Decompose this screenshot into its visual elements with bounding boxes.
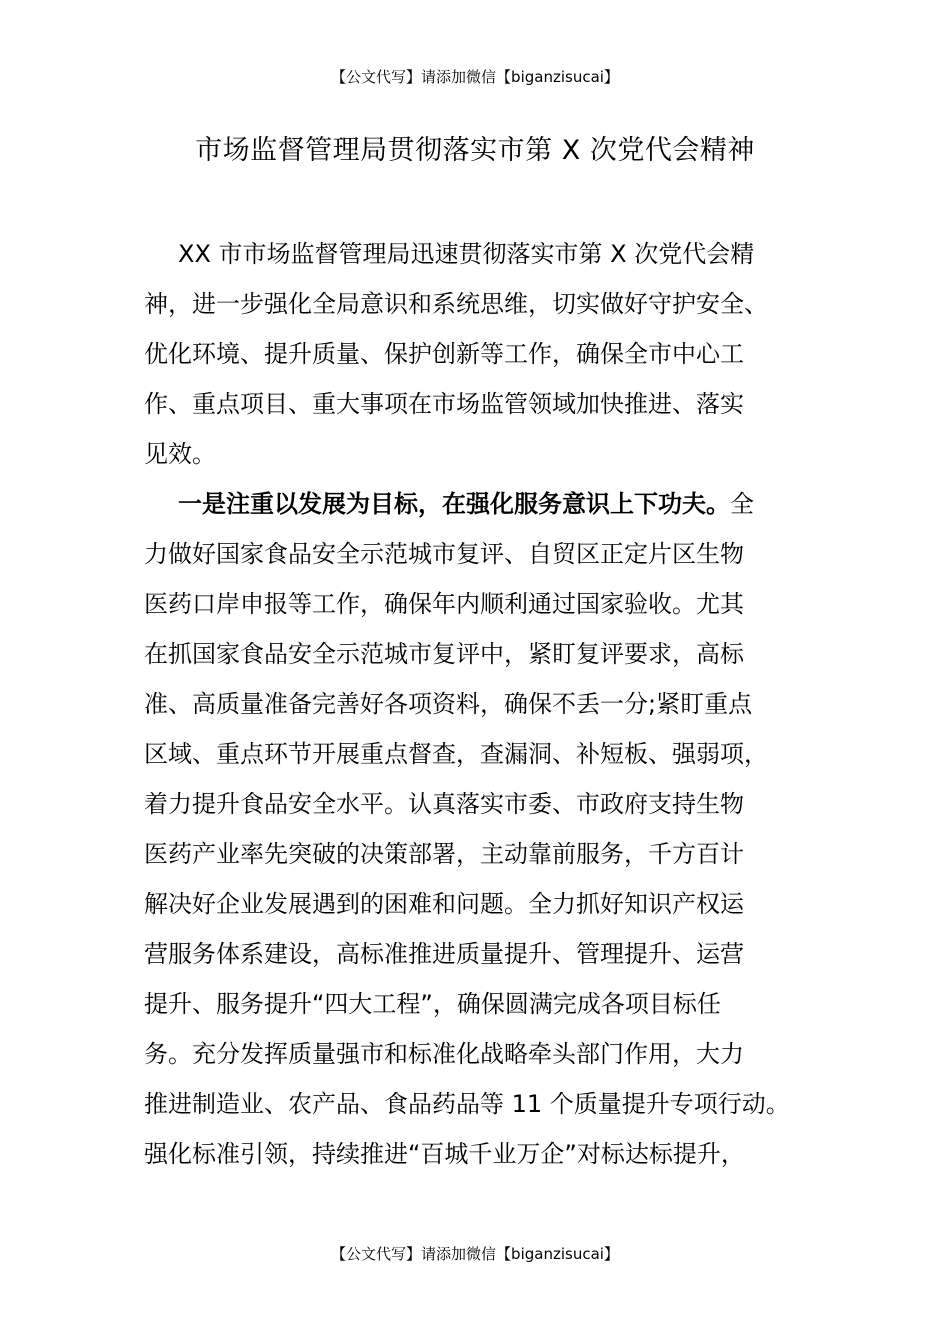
- paragraph-2-line: 区域、重点环节开展重点督查，查漏洞、补短板、强弱项，: [144, 740, 768, 768]
- paragraph-2-line: 营服务体系建设，高标准推进质量提升、管理提升、运营: [144, 940, 744, 968]
- paragraph-2-lead-rest: 全: [730, 490, 754, 518]
- footer-note: 【公文代写】请添加微信【biganzisucai】: [331, 1245, 619, 1263]
- paragraph-2-line: 务。充分发挥质量强市和标准化战略牵头部门作用，大力: [144, 1040, 744, 1068]
- paragraph-2-line: 强化标准引领，持续推进“百城千业万企”对标达标提升，: [144, 1140, 745, 1168]
- paragraph-1-line: 见效。: [144, 440, 216, 468]
- paragraph-2-line: 在抓国家食品安全示范城市复评中，紧盯复评要求，高标: [144, 640, 744, 668]
- paragraph-1-line: 优化环境、提升质量、保护创新等工作，确保全市中心工: [144, 340, 744, 368]
- document-body: [144, 229, 824, 1179]
- paragraph-2-line: 着力提升食品安全水平。认真落实市委、市政府支持生物: [144, 790, 744, 818]
- paragraph-2-line: 提升、服务提升“四大工程”，确保圆满完成各项目标任: [144, 990, 721, 1018]
- paragraph-2-line: 推进制造业、农产品、食品药品等 11 个质量提升专项行动。: [144, 1090, 790, 1118]
- paragraph-2-line: 力做好国家食品安全示范城市复评、自贸区正定片区生物: [144, 540, 744, 568]
- paragraph-2-line: 解决好企业发展遇到的困难和问题。全力抓好知识产权运: [144, 890, 744, 918]
- paragraph-2-lead-heading: 一是注重以发展为目标，在强化服务意识上下功夫。: [178, 490, 730, 518]
- paragraph-1-line: 作、重点项目、重大事项在市场监管领域加快推进、落实: [144, 390, 744, 418]
- paragraph-2-line: 医药产业率先突破的决策部署，主动靠前服务，千方百计: [144, 840, 744, 868]
- document-title: 市场监督管理局贯彻落实市第 X 次党代会精神: [195, 135, 755, 166]
- header-note: 【公文代写】请添加微信【biganzisucai】: [331, 68, 619, 86]
- paragraph-1-line: XX 市市场监督管理局迅速贯彻落实市第 X 次党代会精: [178, 240, 755, 268]
- paragraph-2-line: 医药口岸申报等工作，确保年内顺利通过国家验收。尤其: [144, 590, 744, 618]
- paragraph-2-line: 准、高质量准备完善好各项资料，确保不丢一分;紧盯重点: [144, 690, 753, 718]
- paragraph-2-first-line: [144, 479, 824, 529]
- paragraph-1-line: 神，进一步强化全局意识和系统思维，切实做好守护安全、: [144, 290, 768, 318]
